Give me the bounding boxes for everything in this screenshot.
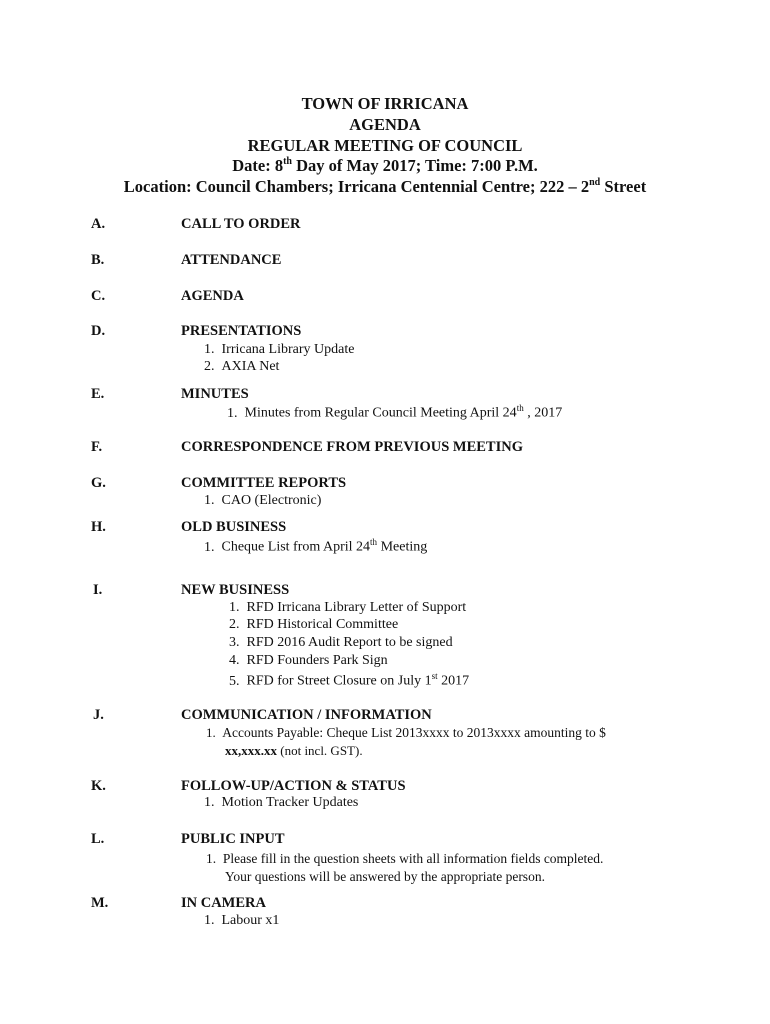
list-item: 1. Please fill in the question sheets with all information fields completed. [206,851,604,866]
town-name: TOWN OF IRRICANA [301,94,469,113]
list-item: 1. CAO (Electronic) [204,493,322,508]
section-letter: E. [91,386,105,402]
section-letter: C. [91,288,106,304]
list-item: 1. Irricana Library Update [204,342,355,357]
section-letter: M. [91,895,109,911]
meeting-location: Location: Council Chambers; Irricana Centennial Centre; 222 – 2nd Street [123,176,647,197]
list-item: 1. Labour x1 [204,913,280,928]
list-item: 5. RFD for Street Closure on July 1st 2017 [229,671,470,689]
list-item: 2. RFD Historical Committee [229,617,399,632]
list-item-continuation: xx,xxx.xx (not incl. GST). [225,743,363,758]
list-item: 2. AXIA Net [204,359,280,374]
list-item: 1. RFD Irricana Library Letter of Support [229,600,467,615]
section-letter: H. [91,519,106,535]
section-title: OLD BUSINESS [181,519,287,535]
section-title: AGENDA [181,288,244,304]
meeting-date: Date: 8th Day of May 2017; Time: 7:00 P.M. [232,155,538,176]
section-title: PRESENTATIONS [181,323,302,339]
document-type: AGENDA [349,114,421,134]
section-letter: F. [91,439,103,455]
section-letter: J. [93,707,104,723]
section-title: NEW BUSINESS [181,582,290,598]
section-title: MINUTES [181,386,249,402]
section-letter: D. [91,323,106,339]
list-item: 1. Minutes from Regular Council Meeting April 24th , 2017 [227,403,563,421]
section-title: ATTENDANCE [181,252,282,268]
list-item: 1. Accounts Payable: Cheque List 2013xxxx to 2013xxxx amounting to $ [206,725,606,740]
section-letter: B. [91,252,105,268]
list-item: 3. RFD 2016 Audit Report to be signed [229,635,453,650]
list-item: 1. Cheque List from April 24th Meeting [204,537,428,555]
section-title: CORRESPONDENCE FROM PREVIOUS MEETING [181,439,523,455]
list-item-continuation: Your questions will be answered by the appropriate person. [225,869,545,884]
section-letter: L. [91,831,105,847]
section-title: COMMUNICATION / INFORMATION [181,707,432,723]
list-item: 1. Motion Tracker Updates [204,795,359,810]
section-letter: K. [91,778,106,794]
section-letter: I. [93,582,103,598]
list-item: 4. RFD Founders Park Sign [229,653,388,668]
section-title: FOLLOW-UP/ACTION & STATUS [181,778,406,794]
section-letter: G. [91,475,106,491]
section-letter: A. [91,216,106,232]
section-title: PUBLIC INPUT [181,831,285,847]
section-title: COMMITTEE REPORTS [181,475,347,491]
section-title: IN CAMERA [181,895,266,911]
agenda-header [0,94,770,198]
meeting-type: REGULAR MEETING OF COUNCIL [247,135,523,155]
section-title: CALL TO ORDER [181,216,301,232]
